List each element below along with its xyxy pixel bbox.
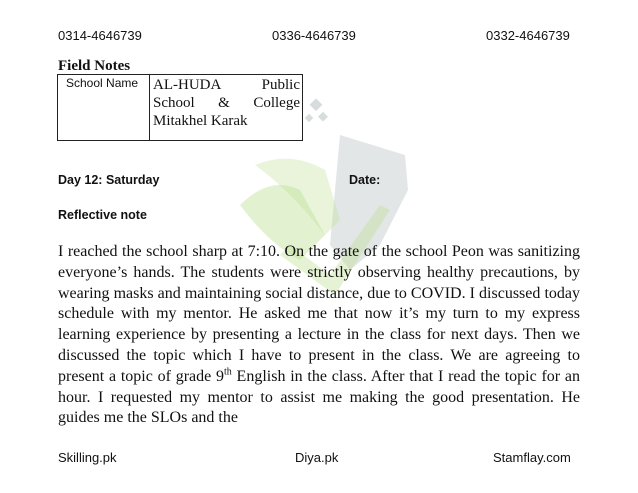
reflective-note-heading: Reflective note [58, 208, 147, 222]
footer-link-diya: Diya.pk [295, 450, 339, 465]
date-label: Date: [349, 173, 381, 187]
ordinal-superscript: th [224, 366, 232, 378]
footer-link-stamflay: Stamflay.com [493, 450, 571, 465]
paragraph-text-part-2: English in the class. After that I read the topic for an hour. I requested my mentor to assist me making the good presentation. He guides me the SLOs and the [58, 367, 580, 427]
school-name-label: School Name [58, 75, 150, 141]
school-name-value: AL-HUDA Public School & College Mitakhel Karak [150, 75, 303, 141]
school-info-table [57, 74, 303, 141]
header-phone-3: 0332-4646739 [486, 28, 570, 43]
footer-link-skilling: Skilling.pk [58, 450, 117, 465]
reflective-note-paragraph [58, 242, 580, 429]
header-phone-2: 0336-4646739 [272, 28, 356, 43]
day-heading: Day 12: Saturday [58, 173, 160, 187]
header-phone-1: 0314-4646739 [58, 28, 142, 43]
paragraph-text-part-1: I reached the school sharp at 7:10. On the gate of the school Peon was sanitizing everyone’s hands. The students were strictly observing healthy precautions, by wearing masks and maintaining social distance, due to COVID. I discussed today schedule with my mentor. He asked me that now it’s my turn to my express learning experience by presenting a lecture in the class for next days. Then we discussed the topic which I have to present in the class. We are agreeing to present a topic of grade 9 [58, 243, 580, 385]
field-notes-title: Field Notes [58, 58, 131, 74]
